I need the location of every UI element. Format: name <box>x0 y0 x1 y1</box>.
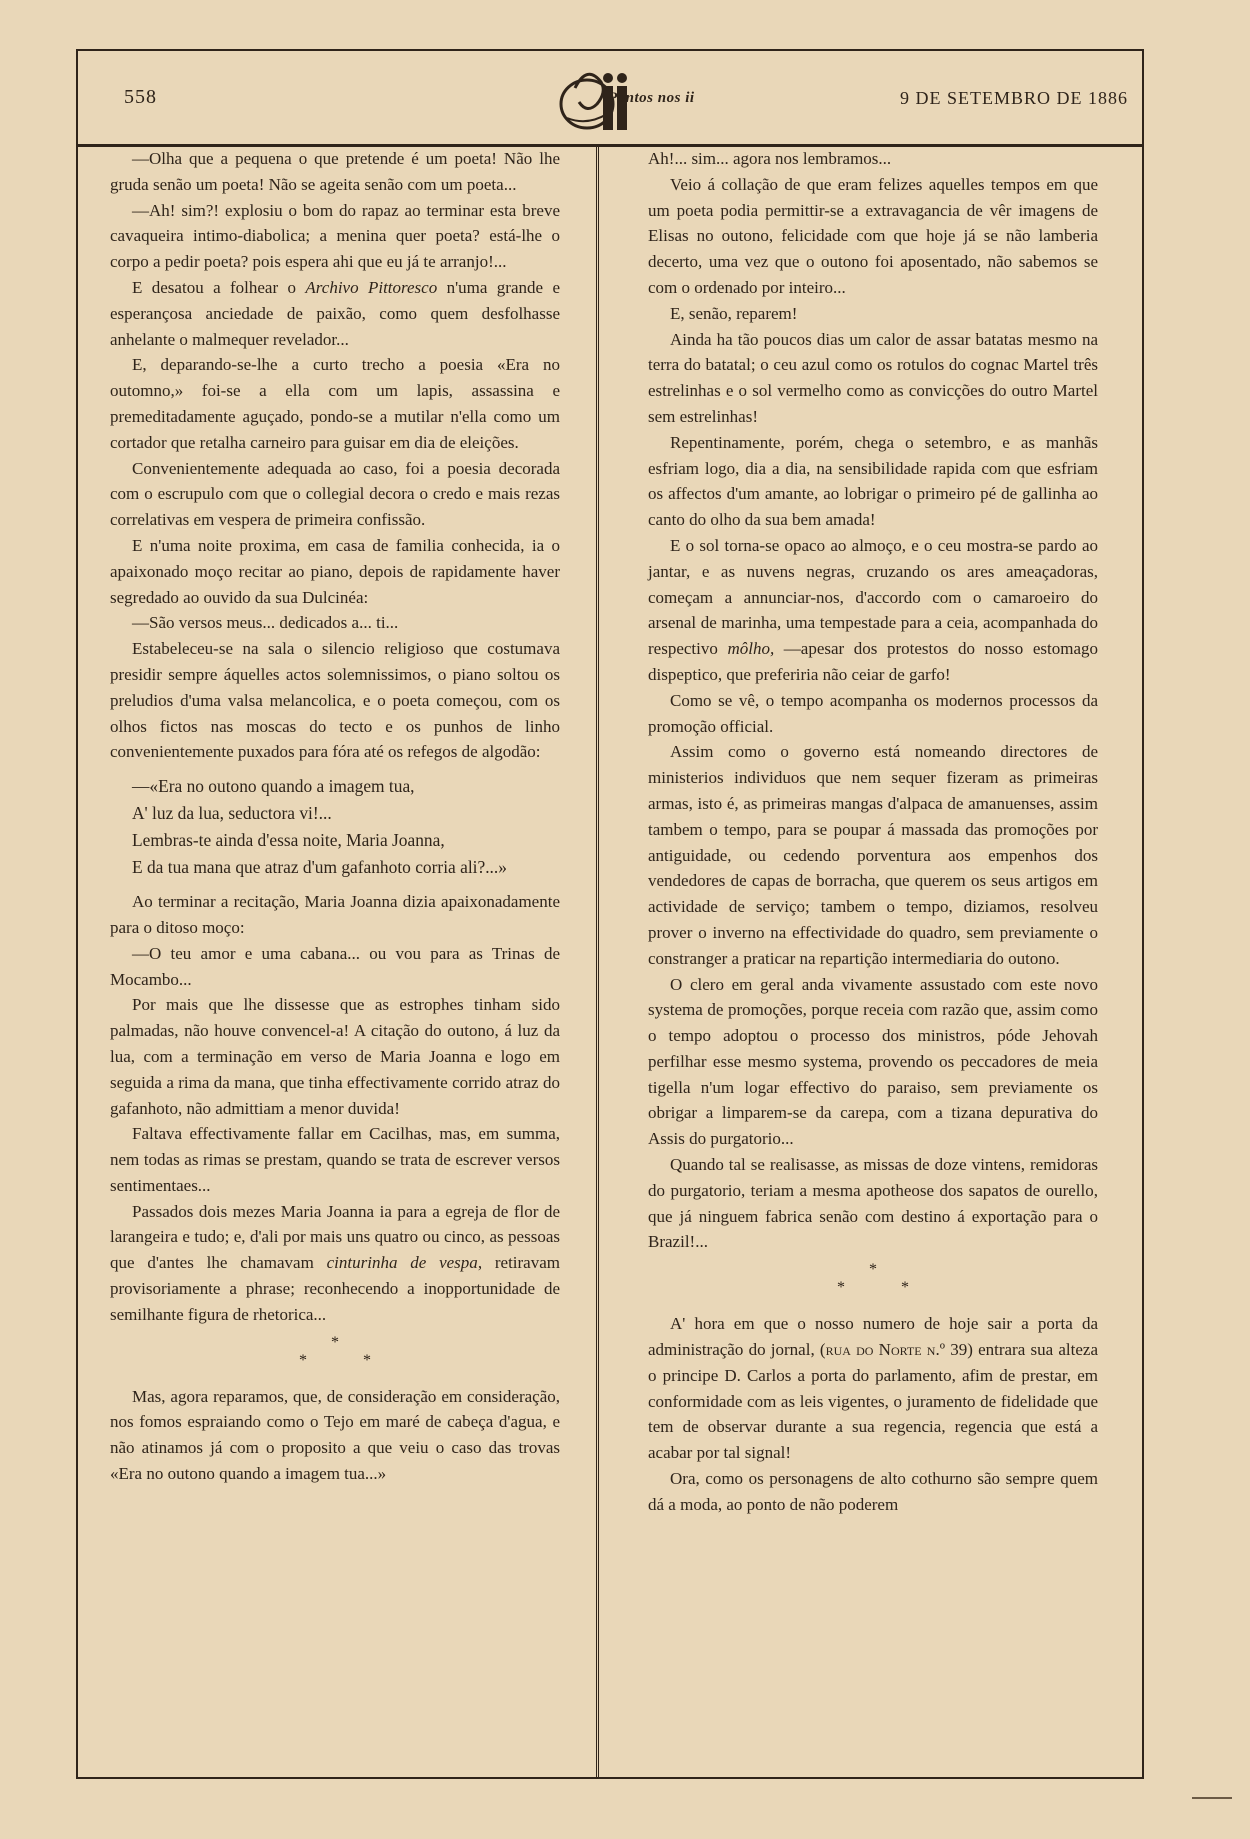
masthead-title: Pontos nos ii <box>608 90 695 106</box>
page-mark <box>1192 1797 1232 1799</box>
paragraph: Ora, como os personagens de alto cothurno são sempre quem dá a moda, ao ponto de não poderem <box>648 1469 1098 1514</box>
paragraph: Repentinamente, porém, chega o setembro, e as manhãs esfriam logo, dia a dia, na sensibilidade rapida com que esfriam os affectos d'um amante, ao lobrigar o primeiro pé de gallinha ao canto do olho da sua bem amada! <box>648 432 1098 530</box>
paragraph: Ao terminar a recitação, Maria Joanna dizia apaixonadamente para o ditoso moço: <box>110 892 560 937</box>
left-column <box>110 146 560 1487</box>
paragraph: Quando tal se realisasse, as missas de doze vintens, remidoras do purgatorio, teriam a mesma apotheose dos sapatos de ourello, que já ninguem fabrica senão com destino á exportação para o Brazil!... <box>648 1155 1098 1252</box>
verse-line: —«Era no outono quando a imagem tua, <box>132 776 415 797</box>
paragraph: A' hora em que o nosso numero de hoje sair a porta da administração do jornal, (rua do Norte n.º 39) entrara sua alteza o principe D. Carlos a porta do parlamento, afim de prestar, em conformidade com as leis vigentes, o juramento de fidelidade que tem de observar durante a sua regencia, regencia que está a acabar por tal signal! <box>648 1314 1098 1463</box>
poem-verse <box>110 773 560 881</box>
paragraph: Veio á collação de que eram felizes aquelles tempos em que um poeta podia permittir-se a extravagancia de vêr imagens de Elisas no outono, felicidade com que hoje já se não lamberia decerto, uma vez que o outono foi aposentado, não sabemos se com o ordenado por inteiro... <box>648 174 1098 297</box>
column-divider <box>596 144 599 1778</box>
paragraph: Passados dois mezes Maria Joanna ia para a egreja de flor de larangeira e tudo; e, d'ali por mais uns quatro ou cinco, as pessoas que d'antes lhe chamavam cinturinha de vespa, retiravam provisoriamente a phrase; reconhecendo a inopportunidade de semilhante figura de rhetorica... <box>110 1201 560 1324</box>
paragraph: —O teu amor e uma cabana... ou vou para as Trinas de Mocambo... <box>110 943 560 989</box>
issue-date: 9 DE SETEMBRO DE 1886 <box>900 88 1128 108</box>
paragraph: E n'uma noite proxima, em casa de familia conhecida, ia o apaixonado moço recitar ao piano, depois de rapidamente haver segredado ao ouvido da sua Dulcinéa: <box>110 535 560 607</box>
paragraph: Ainda ha tão poucos dias um calor de assar batatas mesmo na terra do batatal; o ceu azul como os rotulos do cognac Martel três estrelinhas e o sol vermelho como as convicções do outro Martel sem estrelinhas! <box>648 329 1098 426</box>
section-separator: * * * <box>837 1261 935 1297</box>
paragraph: O clero em geral anda vivamente assustado com este novo systema de promoções, porque receia com razão que, assim como o tempo adoptou o processo dos ministros, póde Jehovah perfilhar esse mesmo systema, provendo os peccadores de meia tigella n'um logar effectivo do paraiso, sem previamente os obrigar a limparem-se da carepa, com a tizana depurativa do Assis do purgatorio... <box>648 974 1098 1149</box>
paragraph: Mas, agora reparamos, que, de consideração em consideração, nos fomos espraiando como o Tejo em maré de cabeça d'agua, e não atinamos já com o proposito a que veiu o caso das trovas «Era no outono quando a imagem tua...» <box>110 1386 560 1484</box>
address: rua do Norte n.º 39 <box>825 1340 968 1360</box>
paragraph: Convenientemente adequada ao caso, foi a poesia decorada com o escrupulo com que o collegial decora o credo e mais rezas correlativas em vespera de primeira confissão. <box>110 458 560 530</box>
verse-line: A' luz da lua, seductora vi!... <box>132 803 332 824</box>
paragraph: —Ah! sim?! explosiu o bom do rapaz ao terminar esta breve cavaqueira intimo-diabolica; a menina quer poeta? está-lhe o corpo a pedir poeta? pois espera ahi que eu já te arranjo!... <box>110 200 560 272</box>
paragraph: Faltava effectivamente fallar em Cacilhas, mas, em summa, nem todas as rimas se prestam, quando se trata de escrever versos sentimentaes... <box>110 1124 560 1195</box>
paragraph: Estabeleceu-se na sala o silencio religioso que costumava presidir sempre áquelles actos solemnissimos, o piano soltou os preludios d'uma valsa melancolica, e o poeta começou, com os olhos fictos nas moscas do tecto e os punhos de linho convenientemente puxados para fóra até os refegos de algodão: <box>110 639 560 762</box>
paragraph: —São versos meus... dedicados a... ti... <box>132 613 399 633</box>
page-number: 558 <box>124 86 157 108</box>
paragraph: Ah!... sim... agora nos lembramos... <box>648 149 892 168</box>
italic-word: môlho, <box>727 639 775 659</box>
verse-line: E da tua mana que atraz d'um gafanhoto corria ali?...» <box>132 857 507 878</box>
right-column <box>648 146 1098 1518</box>
paragraph: E o sol torna-se opaco ao almoço, e o ceu mostra-se pardo ao jantar, e as nuvens negras, cruzando os ares ameaçadoras, começam a annunciar-nos, d'accordo com o camaroeiro do arsenal de marinha, uma tempestade para a ceia, acompanhada do respectivo môlho, —apesar dos protestos do nosso estomago dispeptico, que preferiria não ceiar de garfo! <box>648 535 1098 684</box>
paragraph: Como se vê, o tempo acompanha os modernos processos da promoção official. <box>648 690 1098 736</box>
paragraph: Assim como o governo está nomeando directores de ministerios individuos que nem sequer fizeram as primeiras armas, isto é, as primeiras mangas d'alpaca de amanuenses, assim tambem o tempo, para se poupar á massada das promoções por antiguidade, ou cedendo porventura aos empenhos dos vendedores de capas de borracha, que querem os seus artigos em actividade de serviço; tambem o tempo, diziamos, resolveu prover o inverno na effectividade do quadro, sem previamente o constranger a praticar na repartição intermediaria do outono. <box>648 742 1098 968</box>
italic-phrase: cinturinha de vespa <box>326 1253 478 1273</box>
paragraph: E, deparando-se-lhe a curto trecho a poesia «Era no outomno,» foi-se a ella com um lapis, assassina e premeditadamente aguçado, pondo-se a mutilar n'ella como um cortador que retalha carneiro para guisar em dia de eleições. <box>110 355 560 452</box>
paragraph: Por mais que lhe dissesse que as estrophes tinham sido palmadas, não houve convencel-a! A citação do outono, á luz da lua, com a terminação em verso de Maria Joanna e logo em seguida a rima da mana, que tinha effectivamente corrido atraz do gafanhoto, não admittiam a menor duvida! <box>110 995 560 1118</box>
verse-line: Lembras-te ainda d'essa noite, Maria Joanna, <box>132 830 445 851</box>
italic-title: Archivo Pittoresco <box>305 277 438 297</box>
paragraph: E, senão, reparem! <box>670 303 798 323</box>
paragraph: E desatou a folhear o Archivo Pittoresco n'uma grande e esperançosa anciedade de paixão, como quem desfolhasse anhelante o malmequer revelador... <box>110 277 560 349</box>
paragraph: —Olha que a pequena o que pretende é um poeta! Não lhe gruda senão um poeta! Não se ageita senão com um poeta... <box>110 149 560 194</box>
section-separator: * * * <box>299 1333 397 1369</box>
